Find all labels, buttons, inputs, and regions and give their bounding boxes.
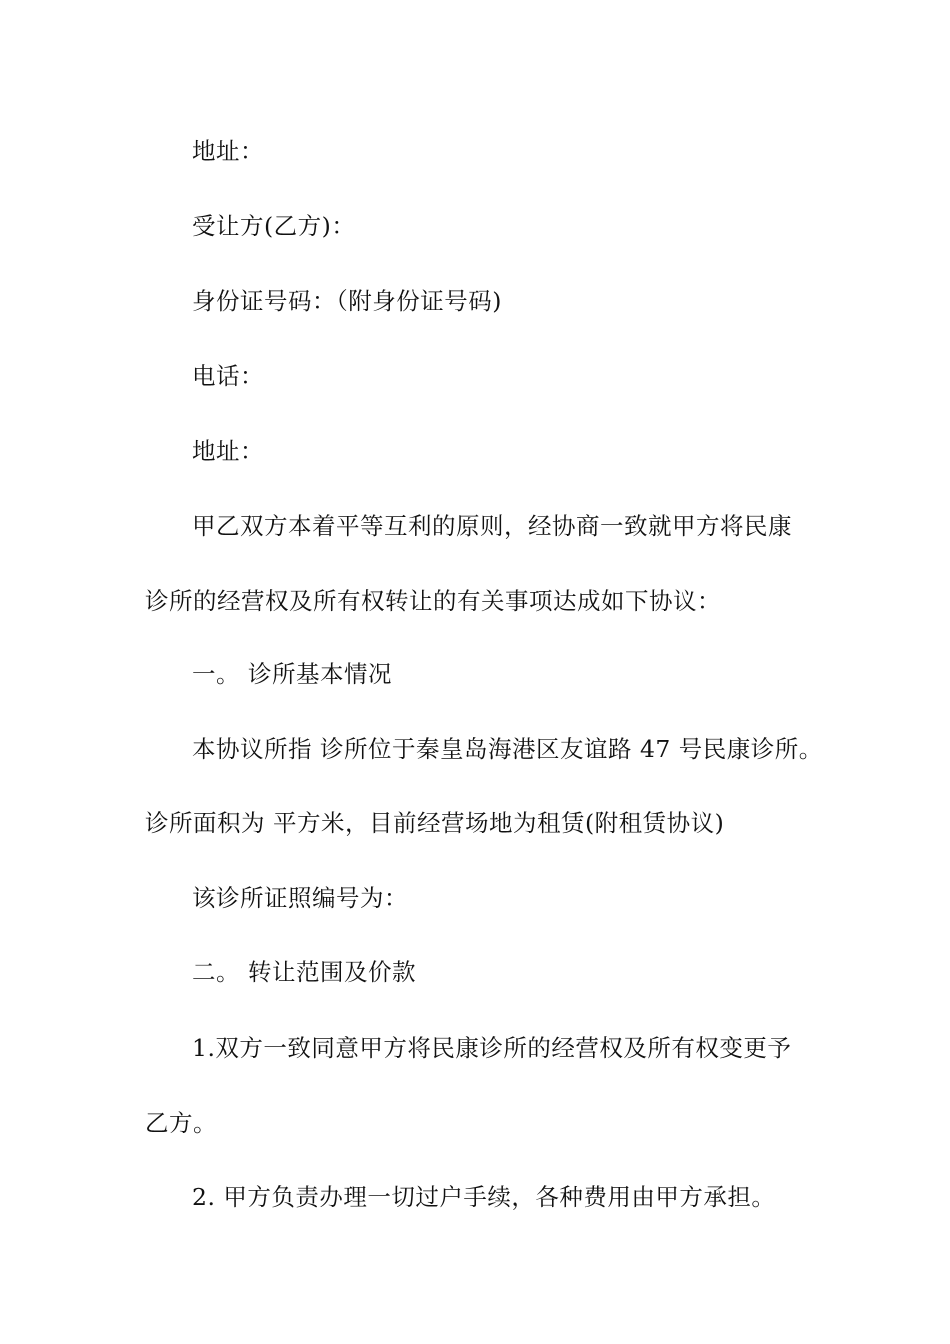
phone-line: 电话：	[192, 362, 264, 390]
license-number-line: 该诊所证照编号为：	[192, 884, 408, 912]
clinic-location-line: 本协议所指 诊所位于秦皇岛海港区友谊路 47 号民康诊所。	[192, 735, 823, 763]
clinic-area-line: 诊所面积为 平方米，目前经营场地为租赁(附租赁协议)	[145, 809, 725, 837]
agreement-intro-line-2: 诊所的经营权及所有权转让的有关事项达成如下协议：	[145, 587, 721, 615]
clause-two-line: 2. 甲方负责办理一切过户手续，各种费用由甲方承担。	[192, 1183, 776, 1211]
transferee-heading-line: 受让方(乙方)：	[192, 212, 356, 240]
clause-one-line-1: 1.双方一致同意甲方将民康诊所的经营权及所有权变更予	[192, 1034, 792, 1062]
section-one-heading: 一。 诊所基本情况	[192, 660, 392, 688]
section-two-heading: 二。 转让范围及价款	[192, 958, 416, 986]
id-number-line: 身份证号码：（附身份证号码)	[192, 287, 502, 315]
party-b-address-line: 地址：	[192, 437, 264, 465]
clause-one-line-2: 乙方。	[145, 1109, 217, 1137]
agreement-intro-line-1: 甲乙双方本着平等互利的原则，经协商一致就甲方将民康	[192, 512, 792, 540]
party-a-address-line: 地址：	[192, 137, 264, 165]
